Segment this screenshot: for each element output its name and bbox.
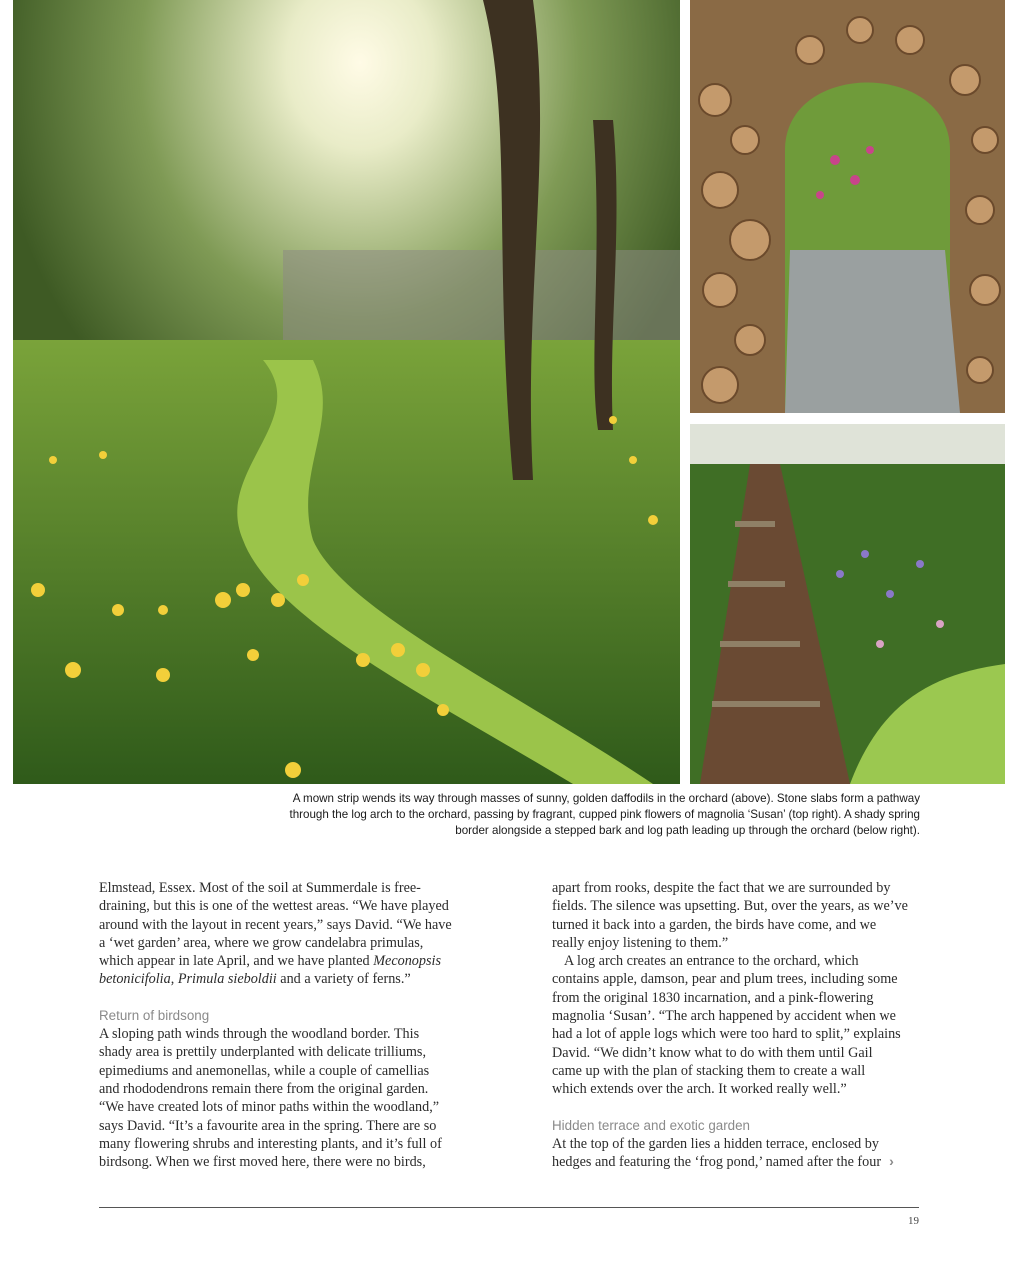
- body-line: A log arch creates an entrance to the orchard, which: [564, 953, 859, 970]
- body-line: epimediums and anemonellas, while a couple of camellias: [99, 1062, 430, 1079]
- body-line: had a lot of apple logs which were too hard to split,” explains: [552, 1026, 901, 1043]
- body-line: “We have created lots of minor paths within the woodland,”: [99, 1099, 440, 1116]
- article-column-left: [99, 879, 479, 1171]
- body-line: magnolia ‘Susan’. “The arch happened by accident when we: [552, 1008, 896, 1025]
- page-number: 19: [908, 1215, 919, 1227]
- plant-name: betonicifolia: [99, 971, 171, 988]
- body-line: fields. The silence was upsetting. But, over the years, as we’ve: [552, 898, 908, 915]
- body-line: shady area is prettily underplanted with delicate trilliums,: [99, 1044, 427, 1061]
- body-text: which appear in late April, and we have planted: [99, 953, 370, 970]
- body-line: contains apple, damson, pear and plum trees, including some: [552, 971, 898, 988]
- plant-name: Primula sieboldii: [177, 971, 277, 988]
- body-line: turned it back into a garden, the birds have come, and we: [552, 916, 877, 933]
- body-line: and rhododendrons remain there from the original garden.: [99, 1080, 429, 1097]
- body-line: birdsong. When we first moved here, there were no birds,: [99, 1154, 426, 1171]
- stepped-path-photo: [690, 424, 1005, 784]
- body-text: ,: [170, 971, 178, 988]
- body-text: and a variety of ferns.”: [276, 971, 411, 988]
- body-line: [552, 1153, 932, 1171]
- body-line: David. “We didn’t know what to do with them until Gail: [552, 1044, 873, 1061]
- body-line: which extends over the arch. It worked really well.”: [552, 1081, 847, 1098]
- body-line: [99, 970, 479, 988]
- body-line: draining, but this is one of the wettest areas. “We have played: [99, 898, 449, 915]
- caption-line: border alongside a stepped bark and log path leading up through the orchard (below right).: [455, 824, 920, 837]
- continue-arrow-icon[interactable]: ›: [889, 1154, 894, 1171]
- body-line: Elmstead, Essex. Most of the soil at Summerdale is free-: [99, 880, 421, 896]
- plant-name: Meconopsis: [373, 953, 441, 970]
- orchard-daffodil-photo: [13, 0, 680, 784]
- caption-line: A mown strip wends its way through masses of sunny, golden daffodils in the orchard (above). Stone slabs form a pathway: [292, 792, 920, 805]
- body-line: came up with the plan of stacking them to create a wall: [552, 1062, 866, 1079]
- log-arch-photo: [690, 0, 1005, 413]
- body-line: apart from rooks, despite the fact that we are surrounded by: [552, 880, 891, 896]
- photo-caption: [200, 791, 920, 839]
- article-column-right: [552, 879, 932, 1171]
- subheading-hidden-terrace: Hidden terrace and exotic garden: [552, 1117, 751, 1133]
- subheading-return-of-birdsong: Return of birdsong: [99, 1007, 210, 1023]
- body-line: around with the layout in recent years,” says David. “We have: [99, 916, 452, 933]
- body-line: really enjoy listening to them.”: [552, 934, 729, 951]
- body-line: a ‘wet garden’ area, where we grow candelabra primulas,: [99, 934, 424, 951]
- body-line: [99, 952, 479, 970]
- body-line: A sloping path winds through the woodland border. This: [99, 1026, 420, 1043]
- body-text: hedges and featuring the ‘frog pond,’ named after the four: [552, 1154, 882, 1171]
- caption-line: through the log arch to the orchard, passing by fragrant, cupped pink flowers of magnolia ‘Susan’ (top right). A shady spring: [289, 808, 920, 821]
- body-line: says David. “It’s a favourite area in the spring. There are so: [99, 1117, 437, 1134]
- body-line: At the top of the garden lies a hidden terrace, enclosed by: [552, 1135, 879, 1152]
- body-line: many flowering shrubs and interesting plants, and it’s full of: [99, 1135, 442, 1152]
- footer-rule: [99, 1207, 919, 1208]
- body-line: from the original 1830 incarnation, and a pink-flowering: [552, 989, 874, 1006]
